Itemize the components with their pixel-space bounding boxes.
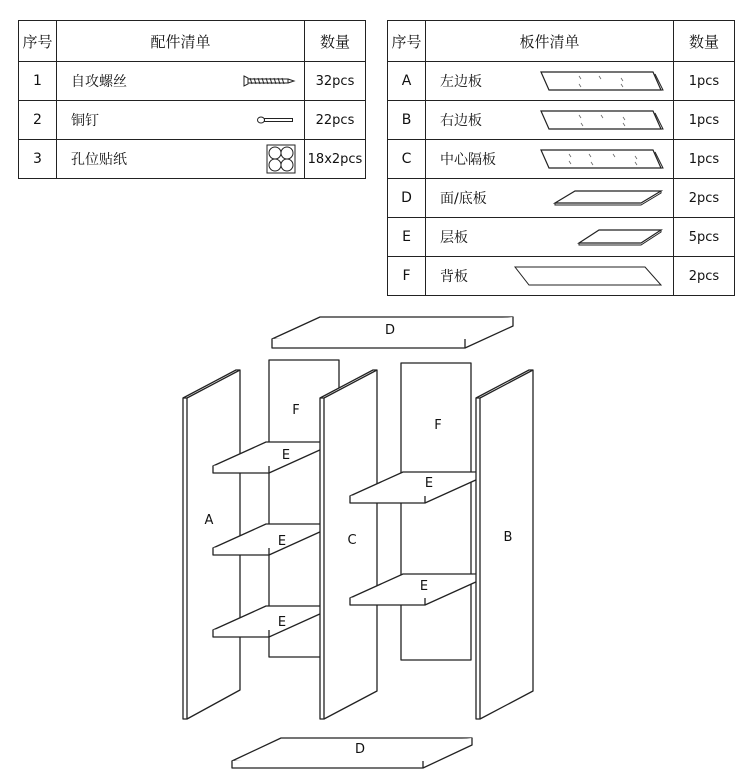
item-name: 孔位贴纸 (71, 152, 127, 168)
label-shelf-left-3: E (277, 615, 287, 630)
label-back-panel-left: F (292, 403, 300, 418)
row-quantity: 22pcs (305, 101, 366, 140)
row-index: E (388, 218, 426, 257)
label-back-panel-right: F (434, 418, 442, 433)
item-name: 背板 (440, 269, 468, 285)
item-name: 铜钉 (71, 113, 99, 129)
row-quantity: 1pcs (674, 62, 735, 101)
label-left-panel: A (204, 513, 214, 528)
row-index: A (388, 62, 426, 101)
row-quantity: 5pcs (674, 218, 735, 257)
row-quantity: 2pcs (674, 179, 735, 218)
row-quantity: 2pcs (674, 257, 735, 296)
item-name: 层板 (440, 230, 468, 246)
item-name: 右边板 (440, 113, 482, 129)
bottom-panel-d (232, 738, 472, 768)
label-right-panel: B (503, 530, 513, 545)
row-index: 1 (19, 62, 57, 101)
row-quantity: 1pcs (674, 140, 735, 179)
header-quantity: 数量 (305, 21, 366, 62)
header-hardware-list: 配件清单 (57, 21, 305, 62)
row-index: B (388, 101, 426, 140)
row-index: D (388, 179, 426, 218)
row-index: 2 (19, 101, 57, 140)
row-index: F (388, 257, 426, 296)
row-index: C (388, 140, 426, 179)
item-name: 自攻螺丝 (71, 74, 127, 90)
label-shelf-left-2: E (277, 534, 287, 549)
label-bottom-panel: D (354, 742, 366, 757)
label-top-panel: D (384, 323, 396, 338)
row-quantity: 1pcs (674, 101, 735, 140)
row-index: 3 (19, 140, 57, 179)
header-panel-list: 板件清单 (426, 21, 674, 62)
label-shelf-left-1: E (281, 448, 291, 463)
back-panel-right-f (401, 363, 471, 660)
item-name: 中心隔板 (440, 152, 496, 168)
label-shelf-right-2: E (419, 579, 429, 594)
header-index: 序号 (19, 21, 57, 62)
header-quantity: 数量 (674, 21, 735, 62)
item-name: 左边板 (440, 74, 482, 90)
row-quantity: 18x2pcs (305, 140, 366, 179)
item-name: 面/底板 (440, 191, 487, 207)
label-center-panel: C (347, 533, 357, 548)
header-index: 序号 (388, 21, 426, 62)
row-quantity: 32pcs (305, 62, 366, 101)
label-shelf-right-1: E (424, 476, 434, 491)
